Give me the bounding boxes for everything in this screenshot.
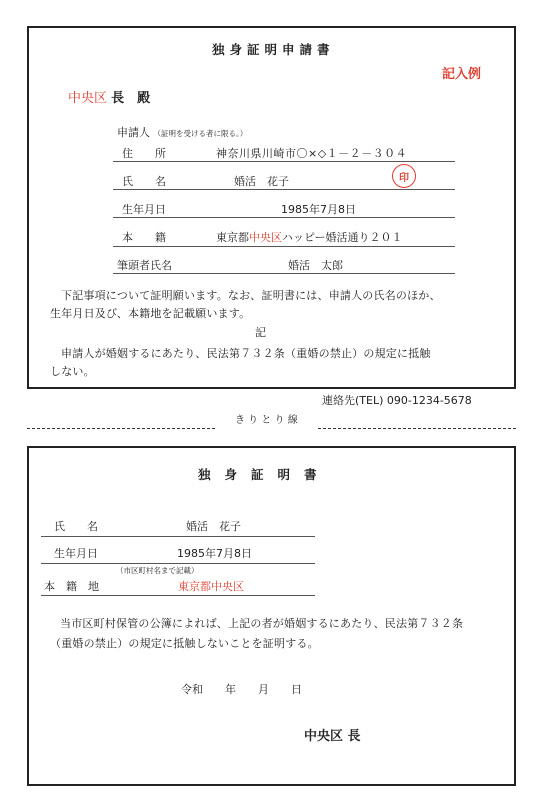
row-value-birthdate: 1985年7月8日: [281, 203, 356, 216]
cert-value-birthdate: 1985年7月8日: [177, 547, 252, 560]
addressee: [68, 87, 150, 106]
row-value-household-head: 婚活 太郎: [288, 259, 343, 272]
row-rule: [113, 217, 455, 218]
request-text-1: 下記事項について証明願います。なお、証明書には、申請人の氏名のほか、: [61, 289, 441, 302]
applicant-heading: [117, 124, 247, 140]
addressee-suffix: 長 殿: [111, 91, 151, 106]
row-rule: [113, 246, 455, 247]
row-rule: [41, 536, 315, 537]
applicant-note: （証明を受ける者に限る。）: [153, 129, 248, 138]
cert-date-line: 令和 年 月 日: [181, 683, 302, 696]
addressee-name: 中央区: [68, 91, 108, 106]
contact-phone: 連絡先(TEL) 090-1234-5678: [322, 394, 472, 407]
cert-statement-1: 当市区町村保管の公簿によれば、上記の者が婚姻するにあたり、民法第７３２条: [60, 617, 464, 630]
sample-badge: 記入例: [442, 67, 482, 82]
row-rule: [113, 189, 455, 190]
cert-value-domicile: 東京都中央区: [178, 580, 244, 593]
applicant-label: 申請人: [117, 126, 150, 139]
row-label-household-head: 筆頭者氏名: [117, 259, 172, 272]
row-label-address: 住 所: [122, 147, 166, 160]
row-value-name: 婚活 花子: [234, 175, 289, 188]
domicile-red: 中央区: [249, 231, 282, 244]
row-rule: [41, 563, 315, 564]
cert-label-name: 氏 名: [54, 520, 98, 533]
ki-mark: 記: [255, 326, 266, 339]
cut-line-left: [27, 428, 215, 429]
cert-domicile-note: （市区町村名まで記載）: [116, 566, 199, 575]
row-rule: [41, 595, 315, 596]
cut-line-label: き り と り 線: [235, 415, 298, 426]
row-rule: [113, 161, 455, 162]
row-label-birthdate: 生年月日: [122, 203, 166, 216]
application-title: 独身証明申請書: [212, 42, 335, 57]
item-text-2: しない。: [50, 365, 95, 378]
cert-signer: 中央区 長: [304, 729, 361, 744]
certificate-title: 独身証明書: [198, 467, 331, 482]
cert-statement-2: （重婚の禁止）の規定に抵触しないことを証明する。: [50, 637, 319, 650]
request-text-2: 生年月日及び、本籍地を記載願います。: [50, 307, 251, 320]
row-rule: [113, 273, 455, 274]
row-value-domicile: [216, 229, 403, 245]
domicile-suffix: ハッピー婚活通り２０１: [282, 231, 403, 244]
row-label-name: 氏 名: [122, 175, 166, 188]
row-value-address: 神奈川県川崎市〇×◇１－２－３０４: [216, 147, 408, 160]
cut-line-right: [318, 428, 516, 429]
cert-label-birthdate: 生年月日: [54, 547, 98, 560]
cert-label-domicile: 本 籍 地: [44, 580, 99, 593]
item-text-1: 申請人が婚姻するにあたり、民法第７３２条（重婚の禁止）の規定に抵触: [61, 347, 431, 360]
seal-stamp: 印: [392, 164, 416, 188]
cert-value-name: 婚活 花子: [186, 520, 241, 533]
row-label-domicile: 本 籍: [122, 231, 166, 244]
domicile-prefix: 東京都: [216, 231, 249, 244]
